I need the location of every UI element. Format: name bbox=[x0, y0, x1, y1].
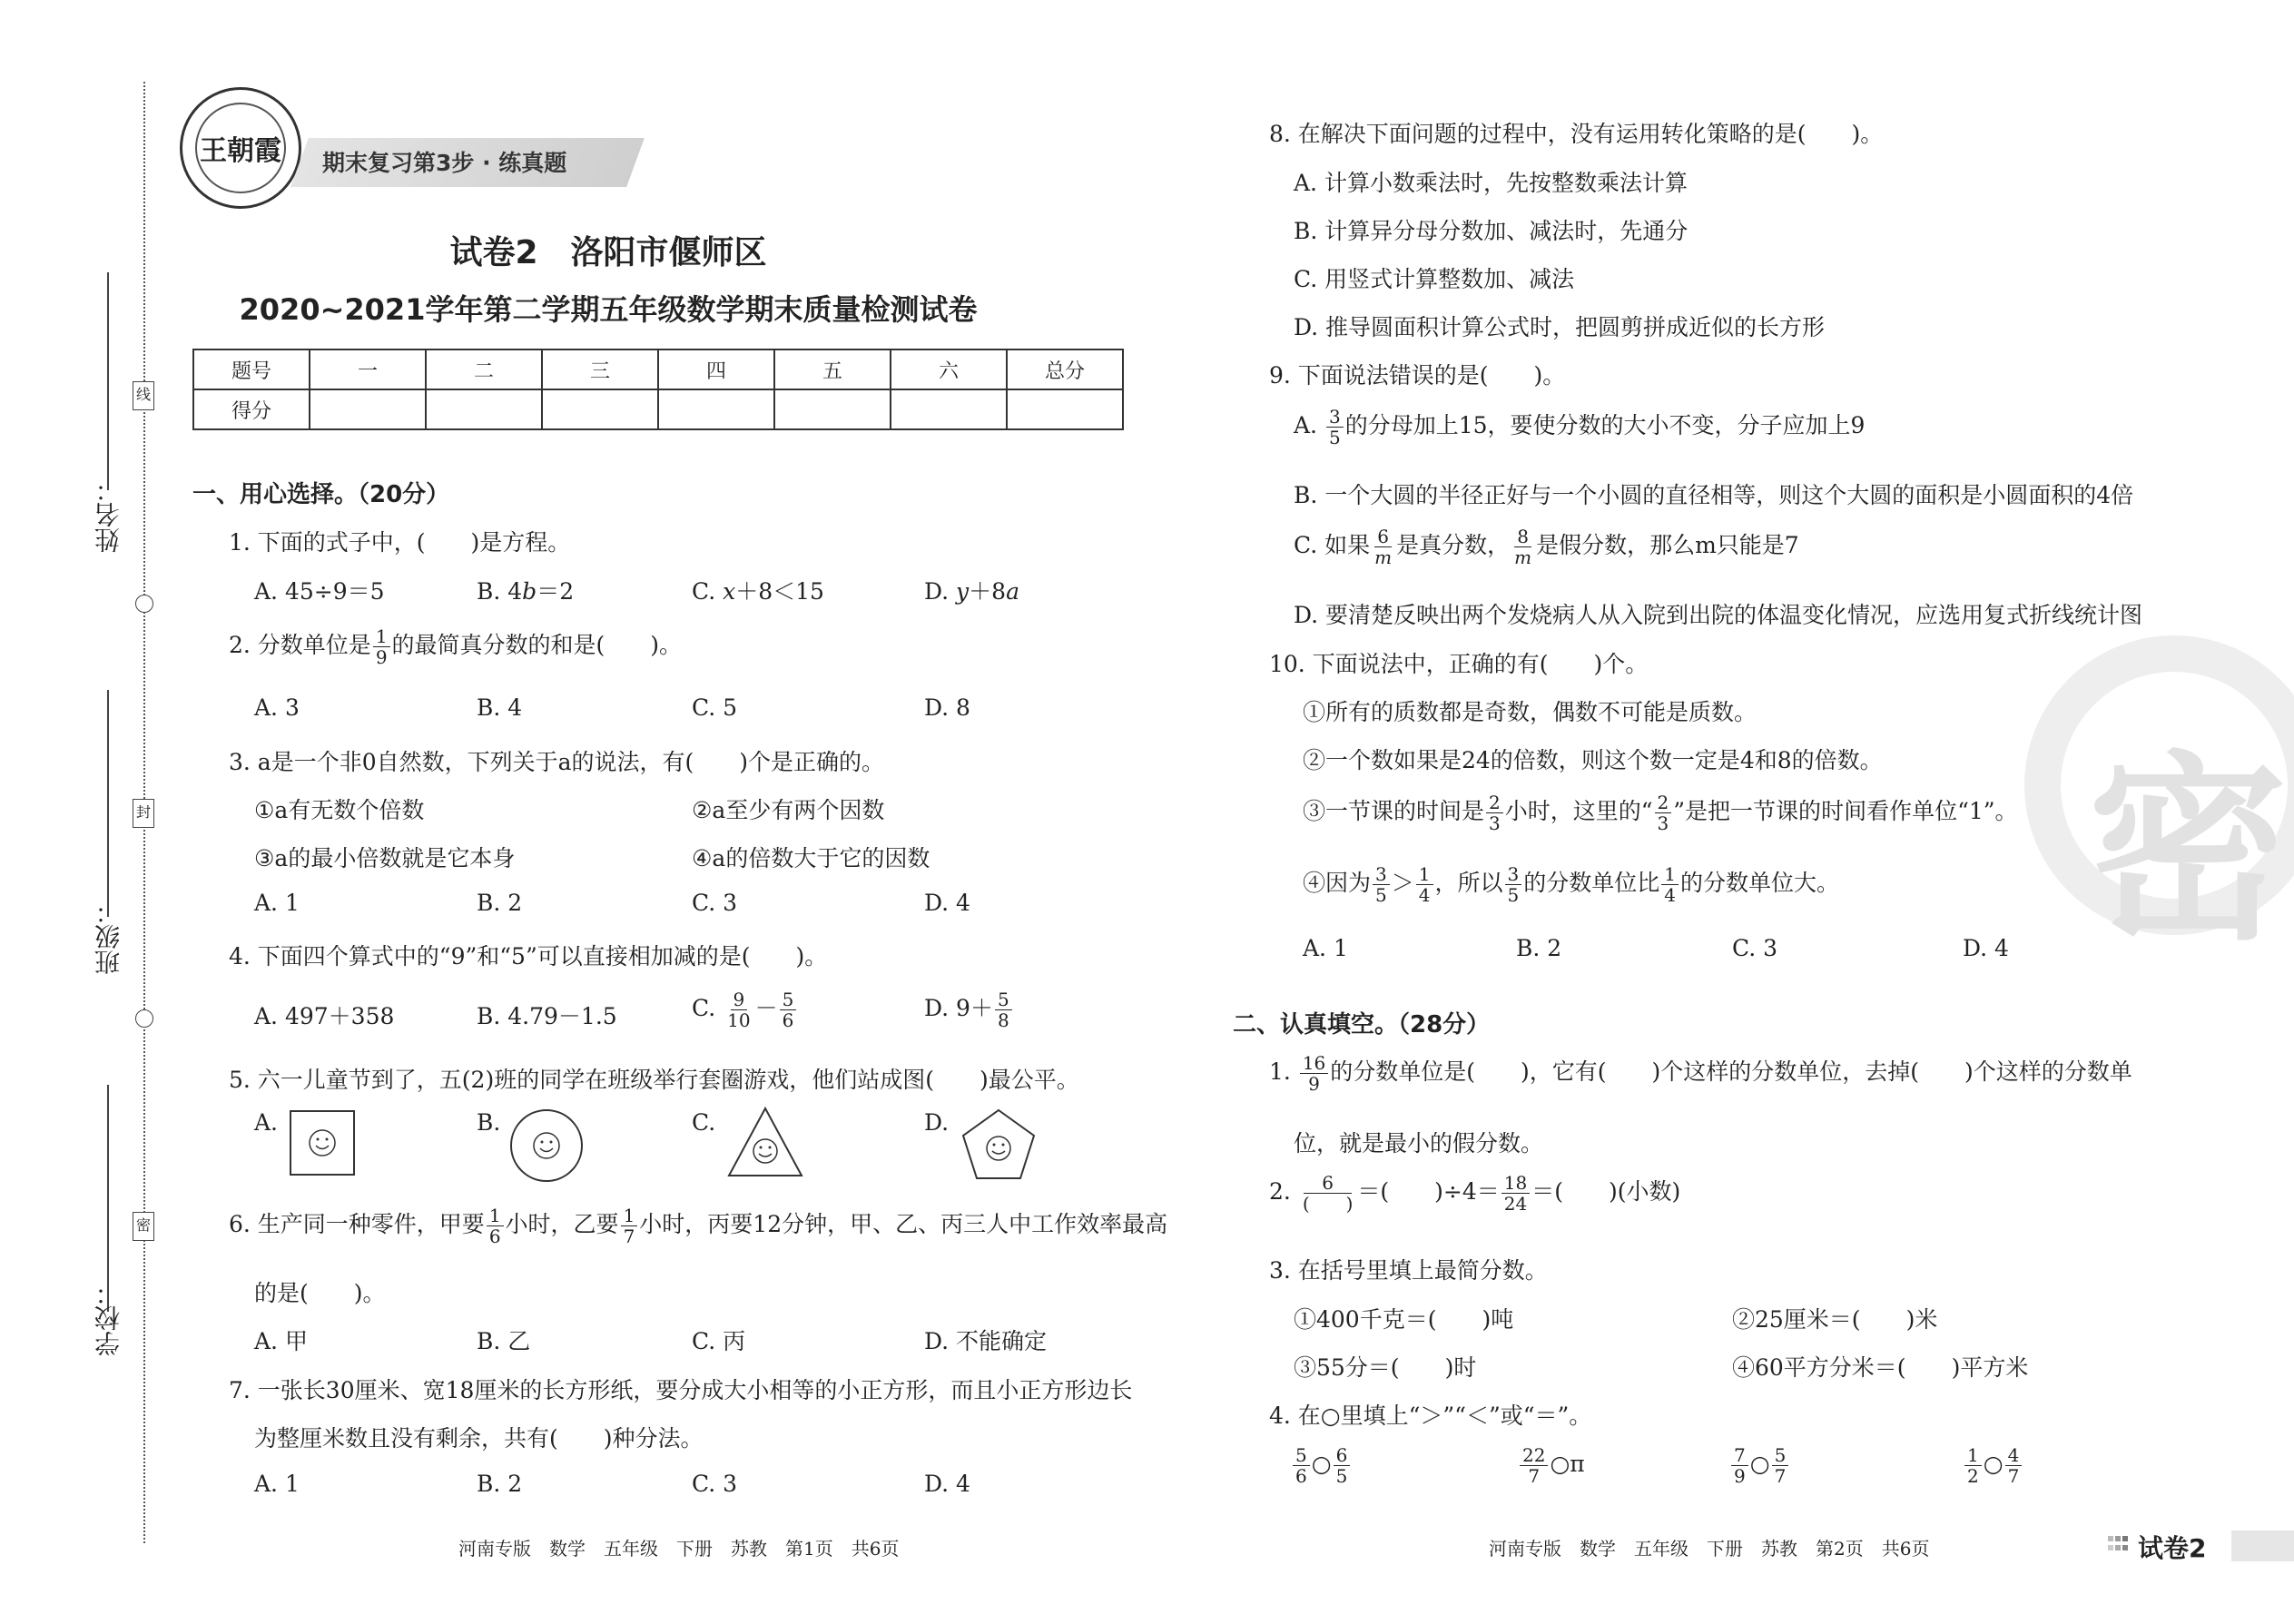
binding-char-feng: 封 bbox=[133, 799, 154, 828]
f1-stem-line2: 位，就是最小的假分数。 bbox=[1294, 1130, 1544, 1156]
q2-option-d: D. 8 bbox=[924, 694, 970, 721]
q2-stem: 2. 分数单位是 $\frac{1}{9}$ 的最简真分数的和是( )。 bbox=[229, 625, 683, 668]
score-input-cell[interactable] bbox=[542, 389, 658, 429]
q2-option-b: B. 4 bbox=[477, 694, 523, 721]
q9-option-a: A. $\frac{3}{5}$ 的分母加上15，要使分数的大小不变，分子应加上9 bbox=[1294, 406, 1866, 448]
score-cell: 一 bbox=[310, 349, 426, 389]
q10-statement-1: ①所有的质数都是奇数，偶数不可能是质数。 bbox=[1303, 699, 1757, 725]
f4-compare-3: $\frac{7}{9}$ ○ $\frac{5}{7}$ bbox=[1729, 1445, 1790, 1486]
q10-option-a: A. 1 bbox=[1303, 935, 1348, 961]
triangle-figure-icon bbox=[726, 1106, 804, 1178]
score-table bbox=[192, 349, 1124, 430]
q6-option-c: C. 丙 bbox=[692, 1328, 746, 1354]
q10-statement-2: ②一个数如果是24的倍数，则这个数一定是4和8的倍数。 bbox=[1303, 747, 1883, 773]
tag-dots-icon bbox=[2108, 1534, 2135, 1556]
exam-subtitle: 2020~2021学年第二学期五年级数学期末质量检测试卷 bbox=[239, 292, 978, 327]
q10-option-c: C. 3 bbox=[1732, 935, 1778, 961]
q10-statement-3: ③一节课的时间是 $\frac{2}{3}$ 小时，这里的“ $\frac{2}{3}$ ”是把一节课的时间看作单位“1”。 bbox=[1303, 792, 2018, 834]
score-cell: 得分 bbox=[193, 389, 310, 429]
q8-option-a: A. 计算小数乘法时，先按整数乘法计算 bbox=[1294, 170, 1688, 196]
q5-stem: 5. 六一儿童节到了，五(2)班的同学在班级举行套圈游戏，他们站成图( )最公平。 bbox=[229, 1067, 1079, 1093]
compare-circle-icon[interactable]: ○ bbox=[1749, 1451, 1770, 1477]
q7-option-d: D. 4 bbox=[924, 1471, 970, 1497]
score-cell: 四 bbox=[658, 349, 774, 389]
f4-compare-1: $\frac{5}{6}$ ○ $\frac{6}{5}$ bbox=[1291, 1445, 1352, 1486]
q3-stem: 3. a是一个非0自然数，下列关于a的说法，有( )个是正确的。 bbox=[229, 749, 885, 775]
q4-option-b: B. 4.79－1.5 bbox=[477, 1003, 617, 1029]
logo-text: 王朝霞 bbox=[195, 103, 286, 193]
school-blank-line bbox=[107, 1085, 109, 1312]
q9-option-d: D. 要清楚反映出两个发烧病人从入院到出院的体温变化情况，应选用复式折线统计图 bbox=[1294, 602, 2143, 628]
q3-statement-2: ②a至少有两个因数 bbox=[692, 797, 885, 823]
binding-circle-icon bbox=[135, 1009, 153, 1028]
q8-option-b: B. 计算异分母分数加、减法时，先通分 bbox=[1294, 218, 1689, 244]
q9-option-c: C. 如果 $\frac{6}{m}$ 是真分数， $\frac{8}{m}$ 是假分数，那么m只能是7 bbox=[1294, 526, 1799, 568]
f1-stem: 1. $\frac{16}{9}$ 的分数单位是( )，它有( )个这样的分数单位，去掉( )个这样的分数单 bbox=[1269, 1052, 2132, 1095]
class-label: 班级： bbox=[94, 899, 123, 975]
f3-item-4: ④60平方分米＝( )平方米 bbox=[1732, 1354, 2029, 1381]
q3-option-c: C. 3 bbox=[692, 890, 738, 916]
q8-stem: 8. 在解决下面问题的过程中，没有运用转化策略的是( )。 bbox=[1269, 121, 1884, 147]
watermark-char: 密 bbox=[2088, 734, 2289, 967]
q6-option-d: D. 不能确定 bbox=[924, 1328, 1048, 1354]
compare-circle-icon[interactable]: ○ bbox=[1550, 1451, 1570, 1477]
score-cell: 总分 bbox=[1007, 349, 1123, 389]
q10-option-d: D. 4 bbox=[1963, 935, 2009, 961]
q10-stem: 10. 下面说法中，正确的有( )个。 bbox=[1269, 651, 1649, 677]
q3-option-a: A. 1 bbox=[254, 890, 300, 916]
q3-option-d: D. 4 bbox=[924, 890, 970, 916]
compare-circle-icon[interactable]: ○ bbox=[1311, 1451, 1332, 1477]
name-label: 姓名： bbox=[94, 477, 123, 553]
q5-option-c: C. bbox=[692, 1109, 716, 1136]
q10-statement-4: ④因为 $\frac{3}{5}$ ＞ $\frac{1}{4}$ ，所以 $\frac{3}{5}$ 的分数单位比 $\frac{1}{4}$ 的分数单位大。 bbox=[1303, 863, 1840, 906]
f4-compare-4: $\frac{1}{2}$ ○ $\frac{4}{7}$ bbox=[1963, 1445, 2023, 1486]
section1-heading: 一、用心选择。（20分） bbox=[192, 481, 450, 508]
score-cell: 三 bbox=[542, 349, 658, 389]
score-input-cell[interactable] bbox=[310, 389, 426, 429]
q6-option-b: B. 乙 bbox=[477, 1328, 531, 1354]
q7-option-b: B. 2 bbox=[477, 1471, 523, 1497]
q6-stem-line2: 的是( )。 bbox=[254, 1280, 386, 1306]
q5-option-a: A. bbox=[254, 1109, 279, 1136]
q4-option-d: D. 9＋ $\frac{5}{8}$ bbox=[924, 989, 1014, 1030]
section2-heading: 二、认真填空。（28分） bbox=[1233, 1011, 1491, 1038]
q1-option-d: D. y＋8a bbox=[924, 578, 1019, 605]
tag-bar bbox=[2231, 1530, 2294, 1561]
exam-tag: 试卷2 bbox=[2138, 1533, 2207, 1563]
f3-item-3: ③55分＝( )时 bbox=[1294, 1354, 1477, 1381]
score-cell: 二 bbox=[426, 349, 542, 389]
q1-stem: 1. 下面的式子中，( )是方程。 bbox=[229, 529, 571, 556]
score-input-cell[interactable] bbox=[774, 389, 891, 429]
q10-option-b: B. 2 bbox=[1516, 935, 1562, 961]
q1-option-a: A. 45÷9＝5 bbox=[254, 578, 385, 605]
f3-item-2: ②25厘米＝( )米 bbox=[1732, 1306, 1938, 1333]
q7-stem-line2: 为整厘米数且没有剩余，共有( )种分法。 bbox=[254, 1425, 704, 1452]
score-input-cell[interactable] bbox=[426, 389, 542, 429]
q9-option-b: B. 一个大圆的半径正好与一个小圆的直径相等，则这个大圆的面积是小圆面积的4倍 bbox=[1294, 482, 2134, 508]
f4-compare-2: $\frac{22}{7}$ ○π bbox=[1518, 1445, 1585, 1486]
score-input-cell[interactable] bbox=[891, 389, 1007, 429]
score-input-cell[interactable] bbox=[658, 389, 774, 429]
score-cell: 六 bbox=[891, 349, 1007, 389]
score-input-cell[interactable] bbox=[1007, 389, 1123, 429]
brand-logo bbox=[180, 87, 301, 209]
class-blank-line bbox=[107, 690, 109, 917]
square-figure-icon bbox=[289, 1109, 358, 1178]
q7-option-c: C. 3 bbox=[692, 1471, 738, 1497]
q2-option-c: C. 5 bbox=[692, 694, 738, 721]
pentagon-figure-icon bbox=[960, 1107, 1037, 1182]
q5-option-d: D. bbox=[924, 1109, 950, 1136]
q1-option-b: B. 4b＝2 bbox=[477, 578, 575, 605]
school-label: 学校： bbox=[94, 1280, 123, 1356]
f2-stem: 2. 6 ( ) ＝( )÷4＝ $\frac{18}{24}$ ＝( )(小数) bbox=[1269, 1172, 1681, 1215]
q3-option-b: B. 2 bbox=[477, 890, 523, 916]
q6-option-a: A. 甲 bbox=[254, 1328, 308, 1354]
q2-option-a: A. 3 bbox=[254, 694, 300, 721]
banner-text: 期末复习第3步 · 练真题 bbox=[322, 150, 567, 176]
binding-char-mi: 密 bbox=[133, 1212, 154, 1241]
score-cell: 题号 bbox=[193, 349, 310, 389]
q8-option-d: D. 推导圆面积计算公式时，把圆剪拼成近似的长方形 bbox=[1294, 314, 1826, 340]
f3-item-1: ①400千克＝( )吨 bbox=[1294, 1306, 1514, 1333]
q1-option-c: C. x＋8＜15 bbox=[692, 578, 824, 605]
q7-stem: 7. 一张长30厘米、宽18厘米的长方形纸，要分成大小相等的小正方形，而且小正方形边长 bbox=[229, 1377, 1133, 1403]
q3-statement-4: ④a的倍数大于它的因数 bbox=[692, 845, 930, 871]
exam-title: 试卷2 洛阳市偃师区 bbox=[449, 234, 767, 271]
binding-char-xian: 线 bbox=[133, 381, 154, 410]
f3-stem: 3. 在括号里填上最简分数。 bbox=[1269, 1257, 1548, 1284]
footer-right: 河南专版 数学 五年级 下册 苏教 第2页 共6页 bbox=[1489, 1538, 1930, 1560]
q3-statement-1: ①a有无数个倍数 bbox=[254, 797, 425, 823]
q3-statement-3: ③a的最小倍数就是它本身 bbox=[254, 845, 516, 871]
q9-stem: 9. 下面说法错误的是( )。 bbox=[1269, 362, 1566, 389]
q7-option-a: A. 1 bbox=[254, 1471, 300, 1497]
q4-stem: 4. 下面四个算式中的“9”和“5”可以直接相加减的是( )。 bbox=[229, 943, 828, 969]
circle-figure-icon bbox=[508, 1107, 585, 1184]
q6-stem: 6. 生产同一种零件，甲要 $\frac{1}{6}$ 小时，乙要 $\frac{1}{7}$ 小时，丙要12分钟，甲、乙、丙三人中工作效率最高 bbox=[229, 1205, 1168, 1247]
q8-option-c: C. 用竖式计算整数加、减法 bbox=[1294, 266, 1575, 292]
q4-option-c: C. $\frac{9}{10}$ － $\frac{5}{6}$ bbox=[692, 989, 798, 1030]
score-cell: 五 bbox=[774, 349, 891, 389]
score-header-row bbox=[193, 349, 1123, 389]
f4-stem: 4. 在○里填上“＞”“＜”或“＝”。 bbox=[1269, 1403, 1592, 1429]
q5-option-b: B. bbox=[477, 1109, 501, 1136]
footer-left: 河南专版 数学 五年级 下册 苏教 第1页 共6页 bbox=[458, 1538, 900, 1560]
binding-circle-icon bbox=[135, 595, 153, 613]
compare-circle-icon[interactable]: ○ bbox=[1983, 1451, 2004, 1477]
score-value-row bbox=[193, 389, 1123, 429]
q4-option-a: A. 497＋358 bbox=[254, 1003, 395, 1029]
